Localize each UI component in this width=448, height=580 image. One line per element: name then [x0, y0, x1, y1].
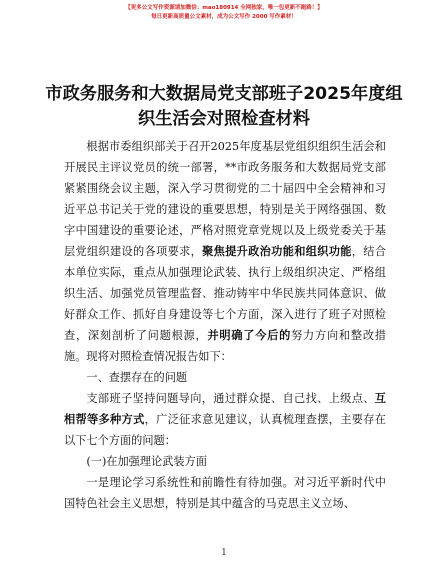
document-body [64, 136, 386, 514]
section-1-text-2: ，广泛征求意见建议，认真梳理查摆，主要存在以下七个方面的问题： [64, 413, 386, 447]
promo-banner-line-1: 【更多公文写作资源请加微信：mao180914 全网独家，唯一包更新不跑路！】 [125, 5, 323, 11]
intro-text-3: 努力方向和整改措施。现将对照检查情况报告如下： [64, 329, 386, 363]
subsection-1-heading: (一)在加强理论武装方面 [86, 455, 207, 468]
section-1-paragraph [64, 388, 386, 451]
section-1-bold-1: 互相帮等多种方式 [64, 391, 386, 426]
intro-bold-2: 并明确了今后的 [207, 328, 292, 342]
subsection-1-paragraph: 一是理论学习系统性和前瞻性有待加强。对习近平新时代中国特色社会主义思想，特别是其中蕴含的马克思主义立场、 [64, 476, 386, 510]
intro-bold-1: 聚焦提升政治功能和组织功能 [202, 244, 352, 258]
section-1-heading: 一、查摆存在的问题 [86, 371, 188, 384]
intro-text-2: ，结合本单位实际，重点从加强理论武装、执行上级组织决定、严格组织生活、加强党员管理监督、推动铸牢中华民族共同体意识、做好群众工作、抓好自身建设等七个方面，深入进行了班子对照检查，深刻剖析了问题根源， [64, 245, 386, 342]
page-number: 1 [221, 548, 227, 558]
intro-text-1: 根据市委组织部关于召开2025年度基层党组织组织生活会和开展民主评议党员的统一部署，**市政务服务和大数据局党支部紧紧围绕会议主题，深入学习贯彻党的二十届四中全会精神和习近平总书记关于党的建设的重要思想，特别是关于网络强国、数字中国建设的重要论述，严格对照党章党规以及上级党委关于基层党组织建设的各项要求， [64, 140, 386, 258]
promo-banner-line-2: 每日更新高质量公文素材，成为公文写作 2000 写作素材！ [151, 14, 297, 20]
promo-banner [0, 4, 448, 22]
intro-paragraph [64, 136, 386, 367]
section-1-text-1: 支部班子坚持问题导向，通过群众提、自己找、上级点、 [86, 392, 375, 405]
document-title: 市政务服务和大数据局党支部班子2025年度组织生活会对照检查材料 [45, 84, 403, 129]
